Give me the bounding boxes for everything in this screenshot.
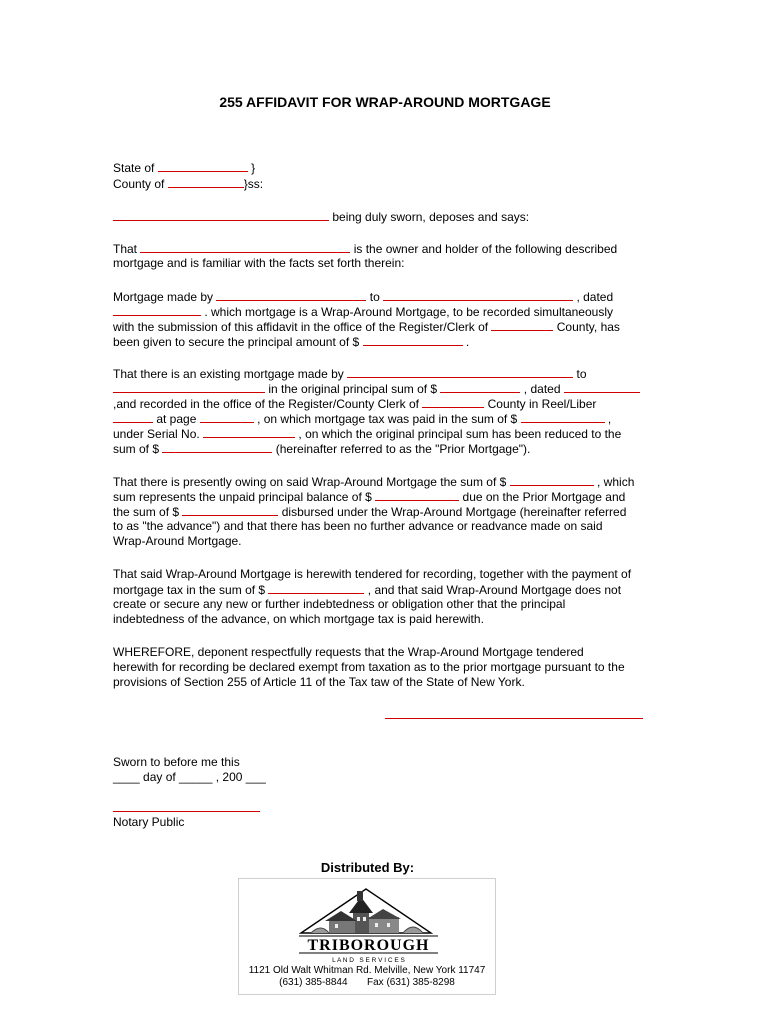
recording-county-field[interactable] [422,396,484,408]
distributed-by-heading: Distributed By: [320,860,415,875]
para4-line3 [113,504,626,520]
reduced-sum-field[interactable] [162,441,272,453]
para3-text-j: under Serial No. [113,427,200,441]
para3-text-d: , dated [523,382,561,396]
para3-text-l: sum of $ [113,442,160,456]
para1-text-b: is the owner and holder of the following described [353,242,618,256]
para5-text-b: mortgage tax in the sum of $ [113,583,266,597]
sworn-text: being duly sworn, deposes and says: [332,210,530,224]
existing-mortgagor-field[interactable] [347,366,573,378]
principal-amount-field[interactable] [363,334,463,346]
state-field[interactable] [158,160,248,172]
reel-liber-field[interactable] [113,411,153,423]
para4-text-d: due on the Prior Mortgage and [462,490,626,504]
distributor-fax: Fax (631) 385-8298 [367,977,455,988]
unpaid-balance-field[interactable] [375,489,459,501]
para4-line4: to as "the advance") and that there has been no further advance or readvance made on said [113,519,603,533]
distributor-box [238,878,496,995]
state-brace: } [251,161,256,175]
para3-line3 [113,396,596,412]
mortgagee-field[interactable] [383,289,573,301]
notary-label: Notary Public [113,815,185,829]
para3-text-m: (hereinafter referred to as the "Prior Mortgage"). [275,442,531,456]
para3-text-k: , on which the original principal sum has been reduced to the [298,427,622,441]
owner-name-field[interactable] [140,241,350,253]
triborough-logo [291,883,446,965]
original-sum-field[interactable] [440,381,520,393]
notary-signature-line[interactable] [113,811,260,812]
para6-line2: herewith for recording be declared exempt from taxation as to the prior mortgage pursuant to the [113,660,625,674]
page-field[interactable] [200,411,254,423]
existing-mortgagee-field[interactable] [113,381,265,393]
para3-line4 [113,411,611,427]
para3-text-c: in the original principal sum of $ [268,382,438,396]
para3-line5 [113,426,621,442]
para4-text-f: disbursed under the Wrap-Around Mortgage (hereinafter referred [281,505,627,519]
document-title: 255 AFFIDAVIT FOR WRAP-AROUND MORTGAGE [219,94,551,110]
distributor-contact [239,965,495,989]
para4-line5: Wrap-Around Mortgage. [113,534,242,548]
para6-line3: provisions of Section 255 of Article 11 of the Tax taw of the State of New York. [113,675,525,689]
distributor-address: 1121 Old Walt Whitman Rd. Melville, New York 11747 [248,965,486,976]
para5-line4: indebtedness of the advance, on which mortgage tax is paid herewith. [113,612,484,626]
para3-text-h: , on which mortgage tax was paid in the sum of $ [257,412,518,426]
logo-subtitle: L A N D S E R V I C E S [332,957,405,964]
advance-sum-field[interactable] [182,504,278,516]
para5-line3: create or secure any new or further indebtedness or obligation other that the principal [113,597,566,611]
state-label: State of [113,161,155,175]
para6-line1: WHEREFORE, deponent respectfully requests that the Wrap-Around Mortgage tendered [113,645,584,659]
para4-text-c: sum represents the unpaid principal balance of $ [113,490,372,504]
para3-line1 [113,366,587,382]
owing-sum-field[interactable] [510,474,594,486]
county-label: County of [113,177,165,191]
jurat-line2[interactable]: ____ day of _____ , 200 ___ [113,770,266,784]
tax-paid-field[interactable] [521,411,605,423]
venue-county-line [113,176,263,192]
deponent-line [113,209,529,225]
mortgage-tax-field[interactable] [268,582,364,594]
para3-text-i: , [607,412,612,426]
register-county-field[interactable] [491,319,553,331]
para2-line1 [113,289,613,305]
para2-text-g: been given to secure the principal amount of $ [113,335,360,349]
venue-state-line [113,160,255,176]
para4-text-e: the sum of $ [113,505,180,519]
existing-date-field[interactable] [564,381,640,393]
deponent-signature-line[interactable] [385,718,643,719]
para2-text-c: , dated [576,290,614,304]
logo-house-illustration [311,891,423,933]
para2-line3 [113,319,620,335]
para2-text-d: . which mortgage is a Wrap-Around Mortgage, to be recorded simultaneously [204,305,613,319]
para3-text-a: That there is an existing mortgage made by [113,367,344,381]
mortgage-date-field[interactable] [113,304,201,316]
logo-name: TRIBOROUGH [307,937,430,954]
para5-line1: That said Wrap-Around Mortgage is herewith tendered for recording, together with the payment of [113,567,632,581]
para3-text-g: at page [156,412,197,426]
para2-text-e: with the submission of this affidavit in the office of the Register/Clerk of [113,320,489,334]
para3-line2 [113,381,640,397]
para4-line2 [113,489,625,505]
para3-text-f: County in Reel/Liber [487,397,597,411]
county-field[interactable] [168,176,244,188]
para2-text-b: to [369,290,380,304]
para1-line2: mortgage and is familiar with the facts set forth therein: [113,256,405,270]
para2-line2 [113,304,613,320]
distributor-phone: (631) 385-8844 [279,977,348,988]
para2-text-f: County, has [556,320,620,334]
para5-line2 [113,582,621,598]
county-ss: }ss: [243,177,264,191]
jurat-line1: Sworn to before me this [113,755,240,769]
mortgagor-field[interactable] [216,289,366,301]
para2-text-a: Mortgage made by [113,290,214,304]
para2-text-h: . [465,335,470,349]
para1-line1 [113,241,617,257]
para3-line6 [113,441,530,457]
para3-text-b: to [576,367,587,381]
distributor-phones [239,977,495,989]
para4-text-b: , which [597,475,635,489]
deponent-name-field[interactable] [113,209,329,221]
serial-no-field[interactable] [203,426,295,438]
para3-text-e: ,and recorded in the office of the Register/County Clerk of [113,397,419,411]
para4-line1 [113,474,634,490]
para1-text-a: That [113,242,138,256]
para2-line4 [113,334,469,350]
para4-text-a: That there is presently owing on said Wrap-Around Mortgage the sum of $ [113,475,507,489]
para5-text-c: , and that said Wrap-Around Mortgage does not [367,583,622,597]
